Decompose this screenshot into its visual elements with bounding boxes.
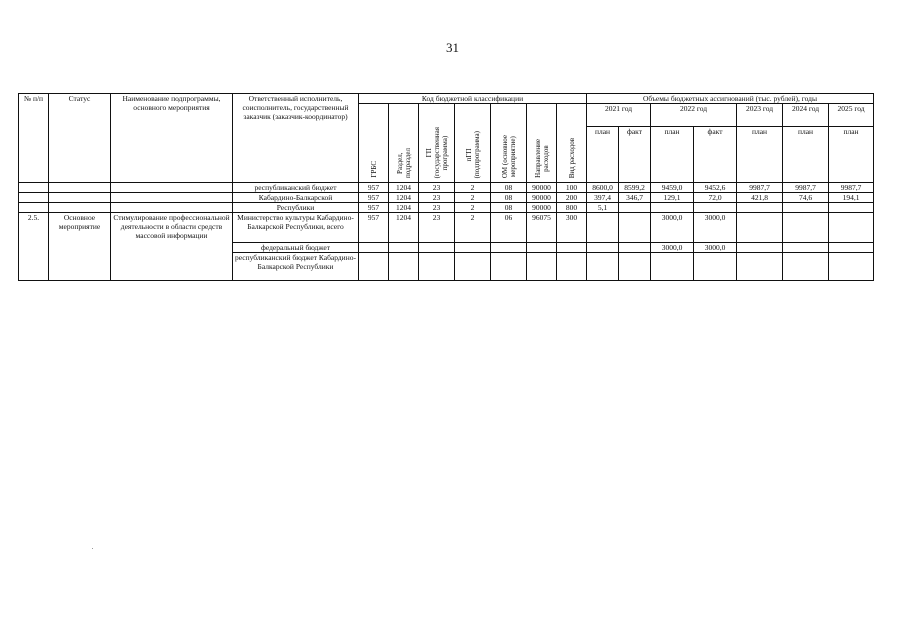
value-cell <box>829 243 874 253</box>
value-cell <box>694 203 737 213</box>
code-cell <box>557 253 587 281</box>
scan-speck <box>92 548 93 549</box>
value-cell <box>783 203 829 213</box>
header-volumes: Объемы бюджетных ассигнований (тыс. рублей), годы <box>587 94 874 104</box>
code-cell <box>419 253 455 281</box>
value-cell <box>737 203 783 213</box>
section-name: Стимулирование профессиональной деятельности в области средств массовой информации <box>111 213 233 281</box>
executor-cell: республиканский бюджет Кабардино-Балкарской Республики <box>233 253 359 281</box>
header-plan-2022: план <box>651 127 694 183</box>
executor-cell: Кабардино-Балкарской <box>233 193 359 203</box>
value-cell: 9459,0 <box>651 183 694 193</box>
value-cell: 3000,0 <box>651 243 694 253</box>
code-cell: 08 <box>491 183 527 193</box>
value-cell: 3000,0 <box>694 243 737 253</box>
code-cell: 1204 <box>389 203 419 213</box>
code-cell: 957 <box>359 183 389 193</box>
header-gp: ГП (государственная программа) <box>419 104 455 183</box>
code-cell: 90000 <box>527 183 557 193</box>
code-cell: 08 <box>491 203 527 213</box>
code-cell <box>455 243 491 253</box>
value-cell <box>587 213 619 243</box>
header-fakt-2021: факт <box>619 127 651 183</box>
value-cell <box>829 213 874 243</box>
code-cell: 1204 <box>389 183 419 193</box>
code-cell: 08 <box>491 193 527 203</box>
value-cell: 9987,7 <box>783 183 829 193</box>
value-cell <box>737 213 783 243</box>
code-cell: 1204 <box>389 213 419 243</box>
executor-cell: Министерство культуры Кабардино-Балкарской Республики, всего <box>233 213 359 243</box>
value-cell: 9987,7 <box>829 183 874 193</box>
value-cell <box>619 213 651 243</box>
budget-table <box>18 93 874 281</box>
header-grbs: ГРБС <box>359 104 389 183</box>
code-cell: 23 <box>419 193 455 203</box>
header-plan-2024: план <box>783 127 829 183</box>
header-row-1 <box>19 94 874 104</box>
value-cell <box>619 203 651 213</box>
code-cell: 100 <box>557 183 587 193</box>
code-cell: 2 <box>455 183 491 193</box>
value-cell <box>783 213 829 243</box>
value-cell: 72,0 <box>694 193 737 203</box>
header-year-2024: 2024 год <box>783 104 829 127</box>
code-cell <box>419 243 455 253</box>
value-cell <box>829 253 874 281</box>
header-executor: Ответственный исполнитель, соисполнитель, государственный заказчик (заказчик-координатор) <box>233 94 359 183</box>
header-status: Статус <box>49 94 111 183</box>
table-row <box>19 183 874 193</box>
table-row <box>19 213 874 243</box>
code-cell: 2 <box>455 193 491 203</box>
value-cell: 421,8 <box>737 193 783 203</box>
value-cell <box>619 243 651 253</box>
code-cell <box>389 253 419 281</box>
value-cell <box>694 253 737 281</box>
page-number: 31 <box>446 40 459 55</box>
value-cell: 194,1 <box>829 193 874 203</box>
value-cell: 3000,0 <box>651 213 694 243</box>
value-cell <box>587 253 619 281</box>
header-year-2025: 2025 год <box>829 104 874 127</box>
code-cell <box>359 253 389 281</box>
header-om: ОМ (основное мероприятие) <box>491 104 527 183</box>
header-pgp: пГП (подпрограмма) <box>455 104 491 183</box>
value-cell: 8600,0 <box>587 183 619 193</box>
value-cell <box>783 253 829 281</box>
executor-cell: республиканский бюджет <box>233 183 359 193</box>
value-cell <box>737 253 783 281</box>
code-cell: 23 <box>419 183 455 193</box>
code-cell <box>527 243 557 253</box>
code-cell: 96075 <box>527 213 557 243</box>
code-cell <box>557 243 587 253</box>
code-cell: 23 <box>419 203 455 213</box>
value-cell <box>587 243 619 253</box>
code-cell <box>527 253 557 281</box>
value-cell: 8599,2 <box>619 183 651 193</box>
table-row <box>19 193 874 203</box>
code-cell: 90000 <box>527 193 557 203</box>
value-cell: 9987,7 <box>737 183 783 193</box>
code-cell: 957 <box>359 193 389 203</box>
header-name: Наименование подпрограммы, основного мероприятия <box>111 94 233 183</box>
value-cell <box>651 203 694 213</box>
header-year-2022: 2022 год <box>651 104 737 127</box>
code-cell <box>389 243 419 253</box>
value-cell: 397,4 <box>587 193 619 203</box>
code-cell: 957 <box>359 203 389 213</box>
value-cell <box>651 253 694 281</box>
header-napr: Направление расходов <box>527 104 557 183</box>
value-cell <box>829 203 874 213</box>
code-cell <box>359 243 389 253</box>
code-cell: 90000 <box>527 203 557 213</box>
code-cell <box>491 243 527 253</box>
value-cell: 5,1 <box>587 203 619 213</box>
code-cell: 200 <box>557 193 587 203</box>
code-cell <box>491 253 527 281</box>
code-cell: 957 <box>359 213 389 243</box>
value-cell <box>737 243 783 253</box>
header-razdel: Раздел, подраздел <box>389 104 419 183</box>
value-cell <box>783 243 829 253</box>
value-cell: 129,1 <box>651 193 694 203</box>
value-cell: 3000,0 <box>694 213 737 243</box>
value-cell: 9452,6 <box>694 183 737 193</box>
header-vid: Вид расходов <box>557 104 587 183</box>
value-cell: 346,7 <box>619 193 651 203</box>
executor-cell: Республики <box>233 203 359 213</box>
table-row <box>19 203 874 213</box>
code-cell: 2 <box>455 213 491 243</box>
header-plan-2025: план <box>829 127 874 183</box>
header-num: № п/п <box>19 94 49 183</box>
code-cell: 06 <box>491 213 527 243</box>
header-year-2023: 2023 год <box>737 104 783 127</box>
header-year-2021: 2021 год <box>587 104 651 127</box>
code-cell: 23 <box>419 213 455 243</box>
header-plan-2021: план <box>587 127 619 183</box>
value-cell: 74,6 <box>783 193 829 203</box>
code-cell: 1204 <box>389 193 419 203</box>
code-cell <box>455 253 491 281</box>
value-cell <box>619 253 651 281</box>
code-cell: 300 <box>557 213 587 243</box>
code-cell: 800 <box>557 203 587 213</box>
header-fakt-2022: факт <box>694 127 737 183</box>
section-status: Основное мероприятие <box>49 213 111 281</box>
header-budget-code: Код бюджетной классификации <box>359 94 587 104</box>
code-cell: 2 <box>455 203 491 213</box>
section-num: 2.5. <box>19 213 49 281</box>
executor-cell: федеральный бюджет <box>233 243 359 253</box>
header-plan-2023: план <box>737 127 783 183</box>
